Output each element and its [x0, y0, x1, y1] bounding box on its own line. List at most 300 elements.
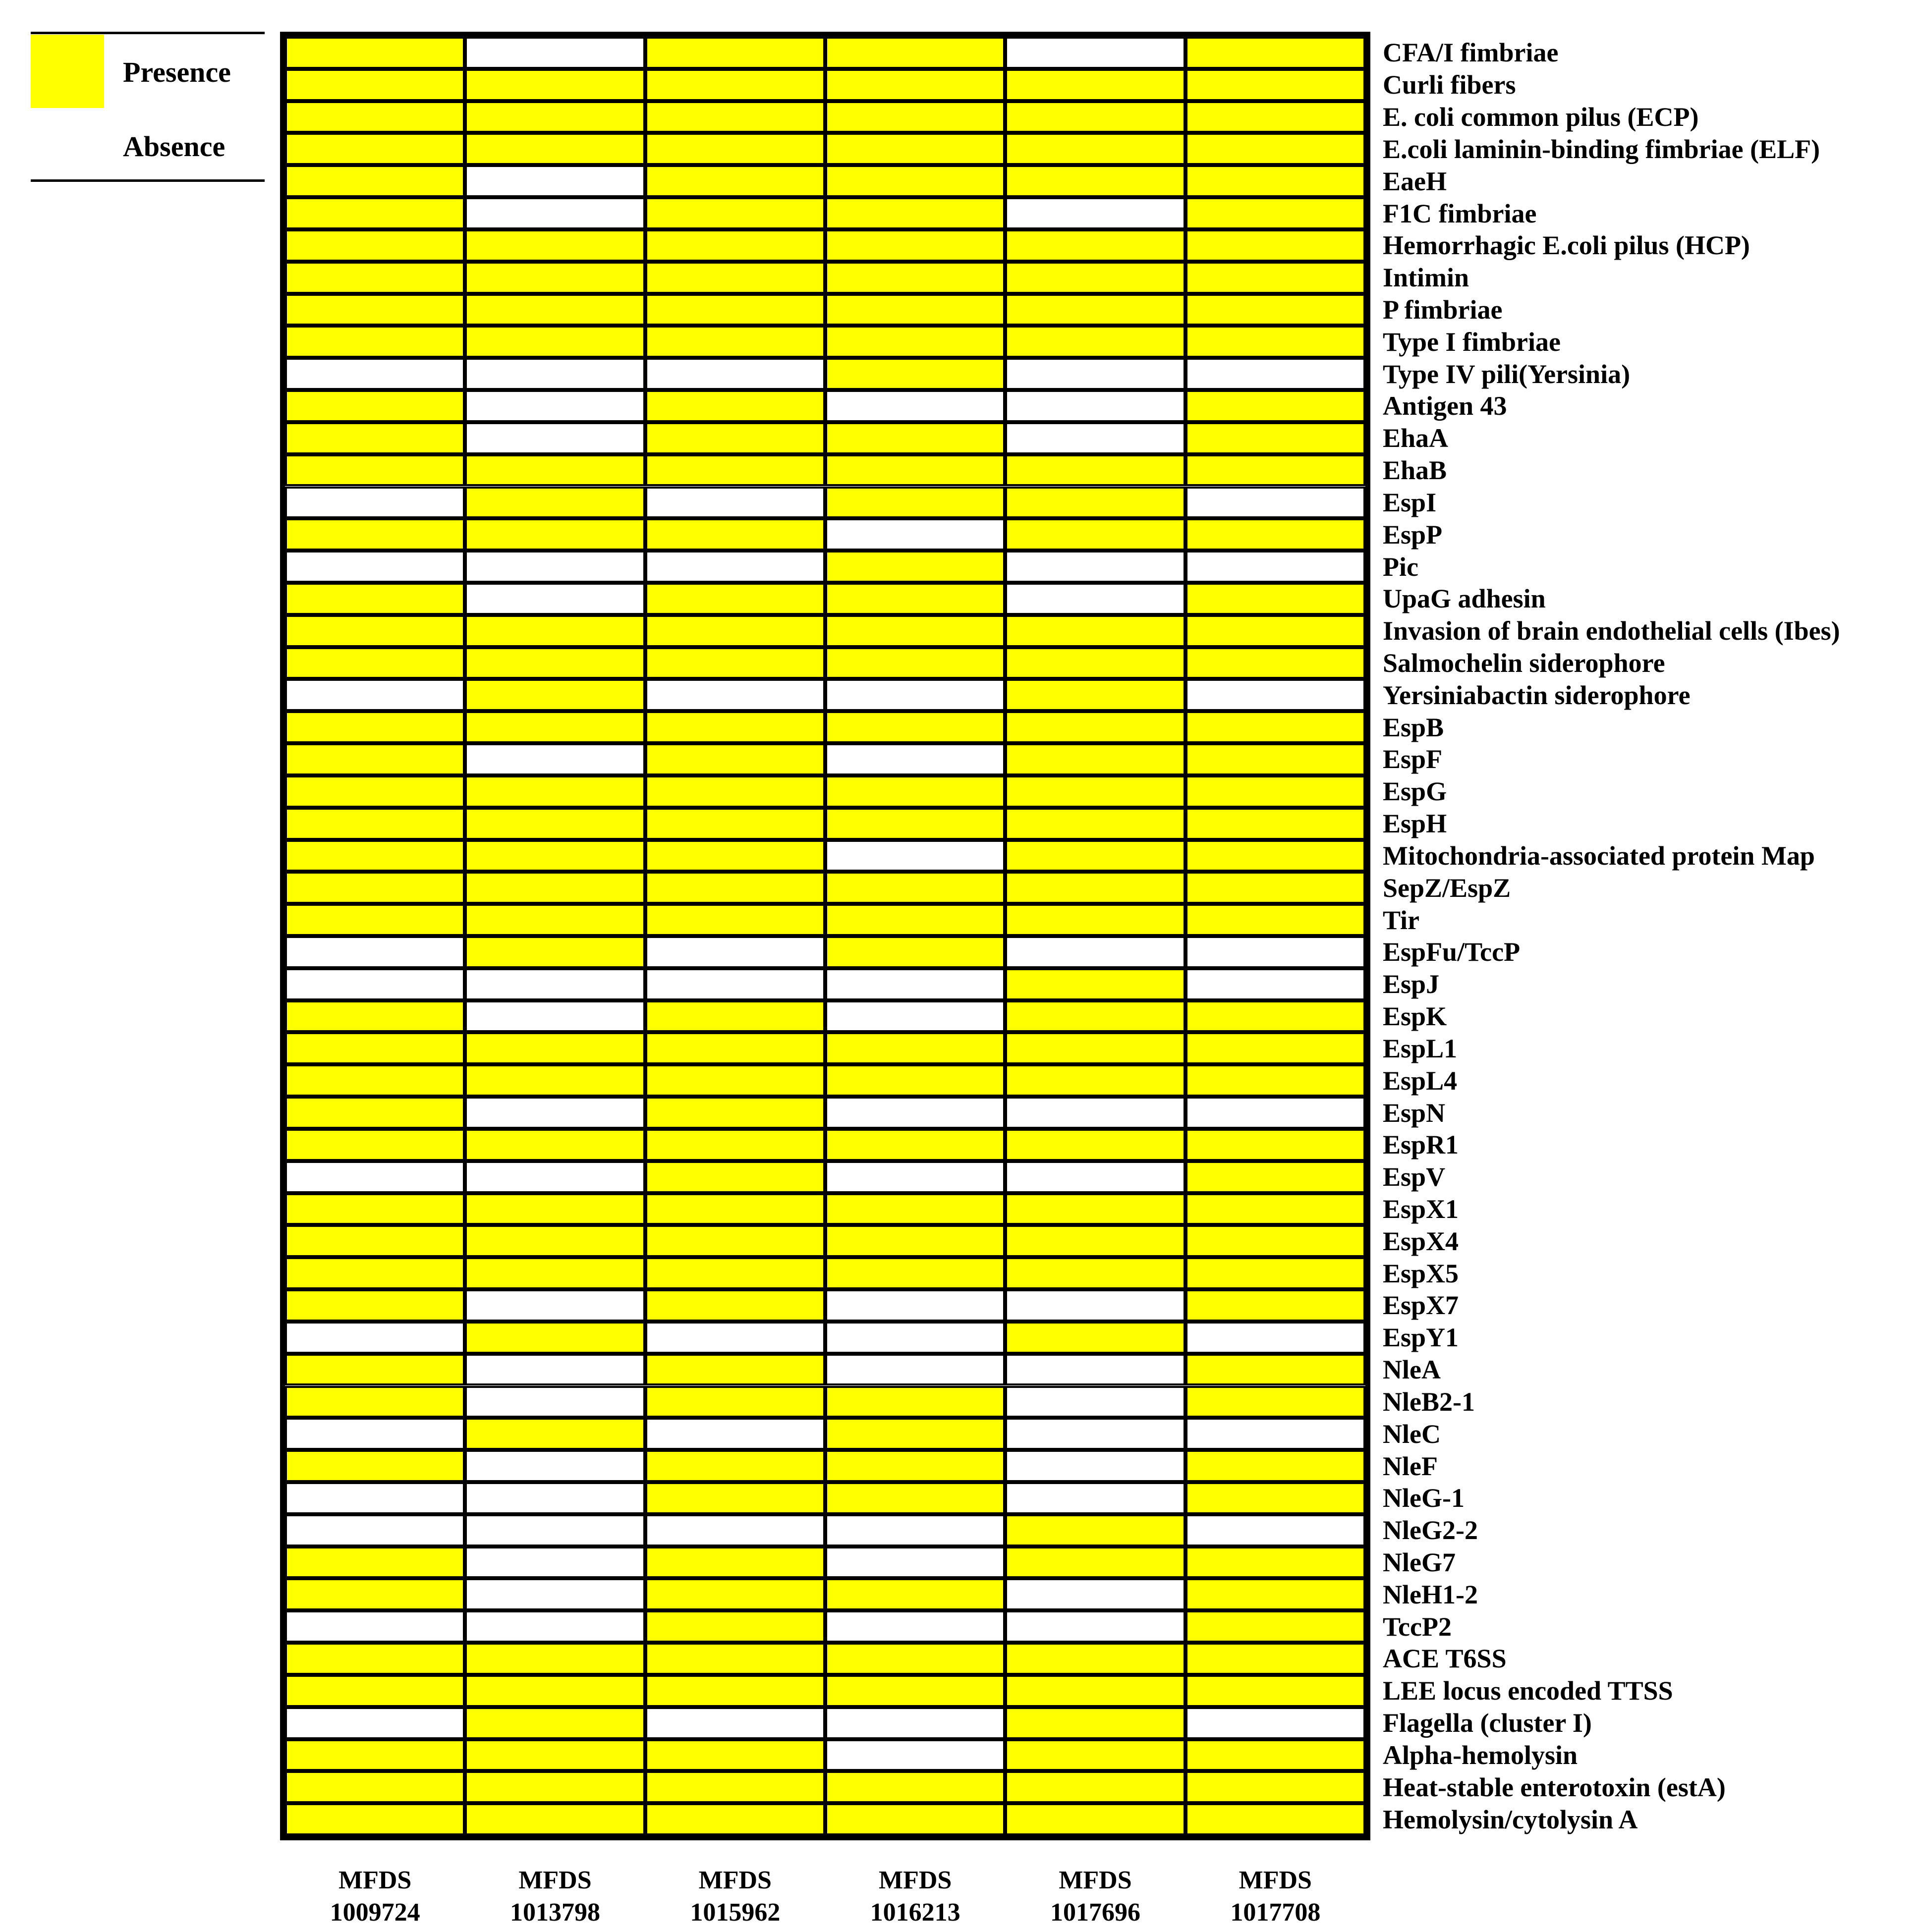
- heatmap-cell: [465, 487, 645, 519]
- heatmap-cell: [465, 1514, 645, 1546]
- heatmap-cell: [645, 1450, 825, 1482]
- heatmap-cell: [645, 1193, 825, 1225]
- heatmap-cell: [465, 840, 645, 872]
- heatmap-cell: [645, 1386, 825, 1418]
- row-label: Curli fibers: [1383, 70, 1516, 100]
- heatmap-cell: [465, 968, 645, 1000]
- heatmap-cell: [1005, 551, 1185, 583]
- heatmap-cell: [645, 583, 825, 615]
- heatmap-cell: [645, 422, 825, 454]
- heatmap-cell: [285, 294, 465, 326]
- heatmap-cell: [825, 1000, 1005, 1033]
- heatmap-cell: [825, 326, 1005, 358]
- heatmap-cell: [1185, 1322, 1365, 1354]
- heatmap-cell: [465, 37, 645, 69]
- heatmap-cell: [645, 101, 825, 133]
- heatmap-cell: [285, 936, 465, 968]
- heatmap-cell: [1185, 1771, 1365, 1803]
- heatmap-cell: [1005, 69, 1185, 101]
- heatmap-cell: [1005, 229, 1185, 262]
- column-label: [286, 1864, 464, 1929]
- row-label: EspX4: [1383, 1226, 1459, 1256]
- heatmap-cell: [465, 1643, 645, 1675]
- heatmap-cell: [825, 1675, 1005, 1707]
- row-label: EspX5: [1383, 1258, 1459, 1288]
- heatmap-cell: [285, 583, 465, 615]
- heatmap-cell: [285, 101, 465, 133]
- heatmap-cell: [825, 1450, 1005, 1482]
- heatmap-cell: [1005, 262, 1185, 294]
- heatmap-cell: [465, 262, 645, 294]
- heatmap-cell: [1005, 808, 1185, 840]
- heatmap-cell: [1185, 1610, 1365, 1643]
- heatmap-cell: [645, 1610, 825, 1643]
- heatmap-cell: [285, 968, 465, 1000]
- heatmap-cell: [1185, 1193, 1365, 1225]
- heatmap-cell: [645, 1771, 825, 1803]
- heatmap-cell: [825, 1354, 1005, 1386]
- heatmap-cell: [1185, 294, 1365, 326]
- row-label: Invasion of brain endothelial cells (Ibes): [1383, 616, 1840, 646]
- row-label: E. coli common pilus (ECP): [1383, 102, 1699, 132]
- heatmap-cell: [825, 1482, 1005, 1514]
- row-label: EspL4: [1383, 1065, 1458, 1096]
- heatmap-cell: [825, 583, 1005, 615]
- heatmap-cell: [825, 1578, 1005, 1610]
- heatmap-cell: [285, 711, 465, 743]
- heatmap-cell: [285, 1289, 465, 1322]
- heatmap-cell: [825, 69, 1005, 101]
- heatmap-cell: [825, 711, 1005, 743]
- heatmap-cell: [825, 1032, 1005, 1064]
- heatmap-cell: [1185, 229, 1365, 262]
- heatmap-cell: [1185, 1032, 1365, 1064]
- heatmap-cell: [285, 1386, 465, 1418]
- heatmap-cell: [645, 518, 825, 551]
- row-label: Hemolysin/cytolysin A: [1383, 1804, 1638, 1834]
- heatmap-cell: [1005, 37, 1185, 69]
- row-label: EaeH: [1383, 166, 1447, 196]
- heatmap-cell: [1005, 1129, 1185, 1161]
- heatmap-cell: [645, 1418, 825, 1450]
- heatmap-cell: [1005, 165, 1185, 197]
- heatmap-cell: [1005, 518, 1185, 551]
- heatmap-cell: [465, 518, 645, 551]
- heatmap-cell: [285, 1257, 465, 1289]
- heatmap-cell: [285, 1514, 465, 1546]
- heatmap-cell: [825, 808, 1005, 840]
- heatmap-cell: [465, 1450, 645, 1482]
- heatmap-cell: [285, 1610, 465, 1643]
- heatmap-cell: [1185, 808, 1365, 840]
- heatmap-cell: [465, 390, 645, 422]
- heatmap-cell: [1185, 1675, 1365, 1707]
- heatmap-cell: [1005, 775, 1185, 808]
- column-label-line2: 1017708: [1230, 1898, 1321, 1927]
- column-label: [1186, 1864, 1364, 1929]
- heatmap-cell: [645, 1578, 825, 1610]
- heatmap-cell: [645, 936, 825, 968]
- heatmap-cell: [645, 1322, 825, 1354]
- heatmap-cell: [1185, 1803, 1365, 1835]
- heatmap-cell: [285, 1225, 465, 1257]
- heatmap-cell: [825, 1803, 1005, 1835]
- heatmap-cell: [465, 326, 645, 358]
- heatmap-cell: [645, 1000, 825, 1033]
- heatmap-cell: [285, 37, 465, 69]
- heatmap-cell: [285, 743, 465, 775]
- heatmap-cell: [1005, 1322, 1185, 1354]
- row-label: EspX7: [1383, 1290, 1459, 1321]
- row-label: NleG2-2: [1383, 1515, 1478, 1546]
- heatmap-cell: [285, 133, 465, 165]
- heatmap-cell: [1005, 711, 1185, 743]
- heatmap-cell: [1185, 165, 1365, 197]
- heatmap-cell: [465, 1610, 645, 1643]
- heatmap-cell: [825, 358, 1005, 390]
- heatmap-cell: [1005, 101, 1185, 133]
- heatmap-cell: [465, 1322, 645, 1354]
- heatmap-cell: [465, 358, 645, 390]
- heatmap-cell: [285, 454, 465, 487]
- heatmap-cell: [285, 679, 465, 711]
- heatmap-cell: [285, 647, 465, 679]
- column-label-line1: MFDS: [698, 1866, 772, 1894]
- row-label: EspG: [1383, 776, 1447, 807]
- heatmap-cell: [465, 743, 645, 775]
- heatmap-cell: [1005, 647, 1185, 679]
- heatmap-cell: [465, 422, 645, 454]
- row-label: Alpha-hemolysin: [1383, 1740, 1578, 1770]
- heatmap-cell: [1005, 936, 1185, 968]
- heatmap-cell: [645, 454, 825, 487]
- heatmap-cell: [645, 615, 825, 647]
- row-label: NleG7: [1383, 1547, 1456, 1578]
- heatmap-cell: [825, 647, 1005, 679]
- heatmap-cell: [465, 615, 645, 647]
- heatmap-cell: [1005, 583, 1185, 615]
- heatmap-cell: [285, 1064, 465, 1097]
- heatmap-cell: [645, 1032, 825, 1064]
- heatmap-cell: [285, 1707, 465, 1739]
- heatmap-cell: [645, 326, 825, 358]
- heatmap-cell: [825, 390, 1005, 422]
- heatmap-cell: [1185, 133, 1365, 165]
- row-label: EspI: [1383, 487, 1437, 517]
- heatmap-cell: [285, 422, 465, 454]
- heatmap-cell: [1005, 1739, 1185, 1771]
- row-label: NleB2-1: [1383, 1386, 1475, 1417]
- heatmap-cell: [465, 679, 645, 711]
- legend-presence-swatch: [31, 35, 104, 108]
- heatmap-cell: [285, 904, 465, 936]
- heatmap-cell: [285, 615, 465, 647]
- heatmap-cell: [1185, 262, 1365, 294]
- heatmap-cell: [285, 69, 465, 101]
- heatmap-cell: [285, 1000, 465, 1033]
- heatmap-cell: [645, 1354, 825, 1386]
- heatmap-cell: [645, 1514, 825, 1546]
- heatmap-cell: [825, 1418, 1005, 1450]
- heatmap-cell: [465, 1129, 645, 1161]
- row-label: EspF: [1383, 744, 1443, 774]
- heatmap-cell: [1185, 518, 1365, 551]
- heatmap-cell: [825, 1546, 1005, 1579]
- row-label: NleF: [1383, 1451, 1438, 1481]
- heatmap-cell: [1185, 904, 1365, 936]
- row-label: Type IV pili(Yersinia): [1383, 359, 1631, 389]
- heatmap-cell: [825, 101, 1005, 133]
- column-label: [646, 1864, 824, 1929]
- column-label-line2: 1016213: [870, 1898, 960, 1927]
- row-label: EspV: [1383, 1162, 1446, 1192]
- heatmap-cell: [1185, 101, 1365, 133]
- heatmap-cell: [285, 358, 465, 390]
- heatmap-cell: [1185, 872, 1365, 904]
- heatmap-cell: [465, 1032, 645, 1064]
- heatmap-cell: [1005, 1450, 1185, 1482]
- heatmap-cell: [1185, 647, 1365, 679]
- heatmap-cell: [1185, 197, 1365, 229]
- heatmap-cell: [825, 487, 1005, 519]
- heatmap-cell: [645, 133, 825, 165]
- heatmap-cell: [465, 872, 645, 904]
- heatmap-cell: [285, 165, 465, 197]
- heatmap-cell: [1005, 1771, 1185, 1803]
- heatmap-cell: [465, 1064, 645, 1097]
- row-label: TccP2: [1383, 1611, 1452, 1642]
- heatmap-cell: [285, 1803, 465, 1835]
- heatmap-cell: [465, 1257, 645, 1289]
- heatmap-cell: [1185, 390, 1365, 422]
- heatmap-cell: [1005, 1643, 1185, 1675]
- heatmap-cell: [1005, 1386, 1185, 1418]
- row-label: Flagella (cluster I): [1383, 1708, 1592, 1738]
- heatmap-cell: [465, 1482, 645, 1514]
- heatmap-cell: [825, 1064, 1005, 1097]
- heatmap-cell: [645, 165, 825, 197]
- heatmap-cell: [825, 1322, 1005, 1354]
- heatmap-cell: [465, 69, 645, 101]
- legend-absence-label: Absence: [123, 130, 226, 163]
- heatmap-cell: [825, 743, 1005, 775]
- heatmap-cell: [1005, 1225, 1185, 1257]
- row-label: SepZ/EspZ: [1383, 873, 1511, 903]
- heatmap-cell: [1005, 1803, 1185, 1835]
- row-label: NleC: [1383, 1419, 1441, 1449]
- heatmap-cell: [1185, 1418, 1365, 1450]
- heatmap-cell: [645, 197, 825, 229]
- heatmap-cell: [285, 1032, 465, 1064]
- heatmap-cell: [825, 1129, 1005, 1161]
- heatmap-cell: [1005, 326, 1185, 358]
- heatmap-cell: [285, 487, 465, 519]
- heatmap-cell: [645, 775, 825, 808]
- row-label: EspH: [1383, 809, 1447, 839]
- heatmap-cell: [1005, 1354, 1185, 1386]
- heatmap-cell: [645, 1161, 825, 1193]
- heatmap-cell: [645, 1643, 825, 1675]
- heatmap-cell: [465, 454, 645, 487]
- heatmap-cell: [825, 551, 1005, 583]
- heatmap-cell: [645, 743, 825, 775]
- heatmap-cell: [465, 1546, 645, 1579]
- heatmap-cell: [465, 294, 645, 326]
- heatmap-cell: [825, 872, 1005, 904]
- row-label: EspP: [1383, 519, 1443, 550]
- legend-bottom-rule: [31, 179, 265, 182]
- heatmap-cell: [1005, 390, 1185, 422]
- row-label: CFA/I fimbriae: [1383, 38, 1559, 68]
- heatmap-cell: [1185, 454, 1365, 487]
- column-label: [826, 1864, 1005, 1929]
- row-label: ACE T6SS: [1383, 1644, 1507, 1674]
- heatmap-cell: [645, 294, 825, 326]
- heatmap-cell: [1185, 551, 1365, 583]
- heatmap-cell: [825, 679, 1005, 711]
- heatmap-cell: [1005, 1546, 1185, 1579]
- row-label: Salmochelin siderophore: [1383, 648, 1665, 678]
- heatmap-cell: [1005, 133, 1185, 165]
- heatmap-cell: [465, 711, 645, 743]
- heatmap-cell: [285, 262, 465, 294]
- heatmap-cell: [1185, 1643, 1365, 1675]
- row-label: F1C fimbriae: [1383, 198, 1537, 228]
- heatmap-cell: [1185, 968, 1365, 1000]
- heatmap-cell: [645, 904, 825, 936]
- heatmap-cell: [285, 551, 465, 583]
- row-label: EspK: [1383, 1001, 1447, 1032]
- heatmap-cell: [645, 968, 825, 1000]
- row-label: EspFu/TccP: [1383, 937, 1521, 967]
- row-label: EspB: [1383, 712, 1444, 742]
- heatmap-cell: [825, 1643, 1005, 1675]
- heatmap-cell: [1005, 1514, 1185, 1546]
- heatmap-cell: [285, 1161, 465, 1193]
- heatmap-cell: [1005, 358, 1185, 390]
- heatmap-cell: [1005, 454, 1185, 487]
- heatmap-cell: [465, 583, 645, 615]
- heatmap-cell: [825, 1289, 1005, 1322]
- heatmap-cell: [645, 1225, 825, 1257]
- heatmap-cell: [1185, 1386, 1365, 1418]
- row-label: EhaB: [1383, 455, 1447, 486]
- heatmap-cell: [1185, 1257, 1365, 1289]
- heatmap-cell: [285, 1546, 465, 1579]
- heatmap-cell: [1185, 840, 1365, 872]
- row-label: Pic: [1383, 552, 1418, 582]
- heatmap-cell: [285, 1482, 465, 1514]
- heatmap-cell: [645, 1064, 825, 1097]
- heatmap-cell: [1005, 872, 1185, 904]
- column-label-line1: MFDS: [1239, 1866, 1312, 1894]
- heatmap-cell: [1005, 1193, 1185, 1225]
- heatmap-cell: [1005, 1418, 1185, 1450]
- heatmap-cell: [825, 1225, 1005, 1257]
- heatmap-cell: [1185, 1289, 1365, 1322]
- heatmap-cell: [285, 1771, 465, 1803]
- heatmap-cell: [645, 647, 825, 679]
- row-label: Hemorrhagic E.coli pilus (HCP): [1383, 230, 1750, 261]
- row-label: EspR1: [1383, 1130, 1459, 1160]
- heatmap-cell: [1185, 422, 1365, 454]
- heatmap-cell: [1005, 1032, 1185, 1064]
- heatmap-cell: [285, 326, 465, 358]
- heatmap-cell: [465, 1289, 645, 1322]
- heatmap-cell: [825, 840, 1005, 872]
- heatmap-cell: [645, 1097, 825, 1129]
- heatmap-grid: [280, 32, 1370, 1840]
- heatmap-cell: [1005, 1064, 1185, 1097]
- heatmap-cell: [1185, 1161, 1365, 1193]
- heatmap-cell: [285, 390, 465, 422]
- heatmap-cell: [645, 1803, 825, 1835]
- heatmap-cell: [645, 551, 825, 583]
- heatmap-cell: [1005, 840, 1185, 872]
- row-label: Type I fimbriae: [1383, 327, 1561, 357]
- heatmap-cell: [645, 1707, 825, 1739]
- heatmap-cell: [465, 1097, 645, 1129]
- row-label: LEE locus encoded TTSS: [1383, 1676, 1673, 1706]
- heatmap-cell: [645, 1739, 825, 1771]
- heatmap-cell: [285, 229, 465, 262]
- row-label: E.coli laminin-binding fimbriae (ELF): [1383, 134, 1820, 164]
- heatmap-cell: [825, 1193, 1005, 1225]
- column-label-line2: 1009724: [330, 1898, 420, 1927]
- heatmap-cell: [285, 1578, 465, 1610]
- heatmap-cell: [1185, 487, 1365, 519]
- heatmap-cell: [285, 1418, 465, 1450]
- heatmap-cell: [645, 487, 825, 519]
- heatmap-cell: [825, 1161, 1005, 1193]
- legend-top-rule: [31, 32, 265, 34]
- heatmap-cell: [465, 1675, 645, 1707]
- row-label: UpaG adhesin: [1383, 584, 1546, 614]
- heatmap-cell: [645, 1675, 825, 1707]
- heatmap-cell: [285, 1739, 465, 1771]
- heatmap-cell: [465, 551, 645, 583]
- heatmap-cell: [465, 775, 645, 808]
- heatmap-cell: [1005, 743, 1185, 775]
- heatmap-cell: [1005, 1257, 1185, 1289]
- heatmap-cell: [1185, 743, 1365, 775]
- heatmap-cell: [1005, 197, 1185, 229]
- heatmap-cell: [1005, 615, 1185, 647]
- heatmap-cell: [285, 518, 465, 551]
- heatmap-cell: [825, 904, 1005, 936]
- heatmap-cell: [1185, 1482, 1365, 1514]
- heatmap-cell: [825, 1386, 1005, 1418]
- row-label: P fimbriae: [1383, 294, 1503, 325]
- heatmap-cell: [825, 936, 1005, 968]
- heatmap-cell: [285, 1129, 465, 1161]
- row-label: NleA: [1383, 1355, 1441, 1385]
- heatmap-cell: [825, 968, 1005, 1000]
- heatmap-cell: [645, 711, 825, 743]
- heatmap-cell: [1185, 1739, 1365, 1771]
- heatmap-cell: [645, 37, 825, 69]
- heatmap-cell: [645, 229, 825, 262]
- heatmap-cell: [1185, 711, 1365, 743]
- heatmap-cell: [1005, 1578, 1185, 1610]
- heatmap-cell: [645, 69, 825, 101]
- heatmap-cell: [1185, 1546, 1365, 1579]
- heatmap-cell: [825, 422, 1005, 454]
- heatmap-cell: [285, 872, 465, 904]
- heatmap-cell: [465, 1225, 645, 1257]
- heatmap-cell: [1185, 1000, 1365, 1033]
- column-label-line1: MFDS: [878, 1866, 952, 1894]
